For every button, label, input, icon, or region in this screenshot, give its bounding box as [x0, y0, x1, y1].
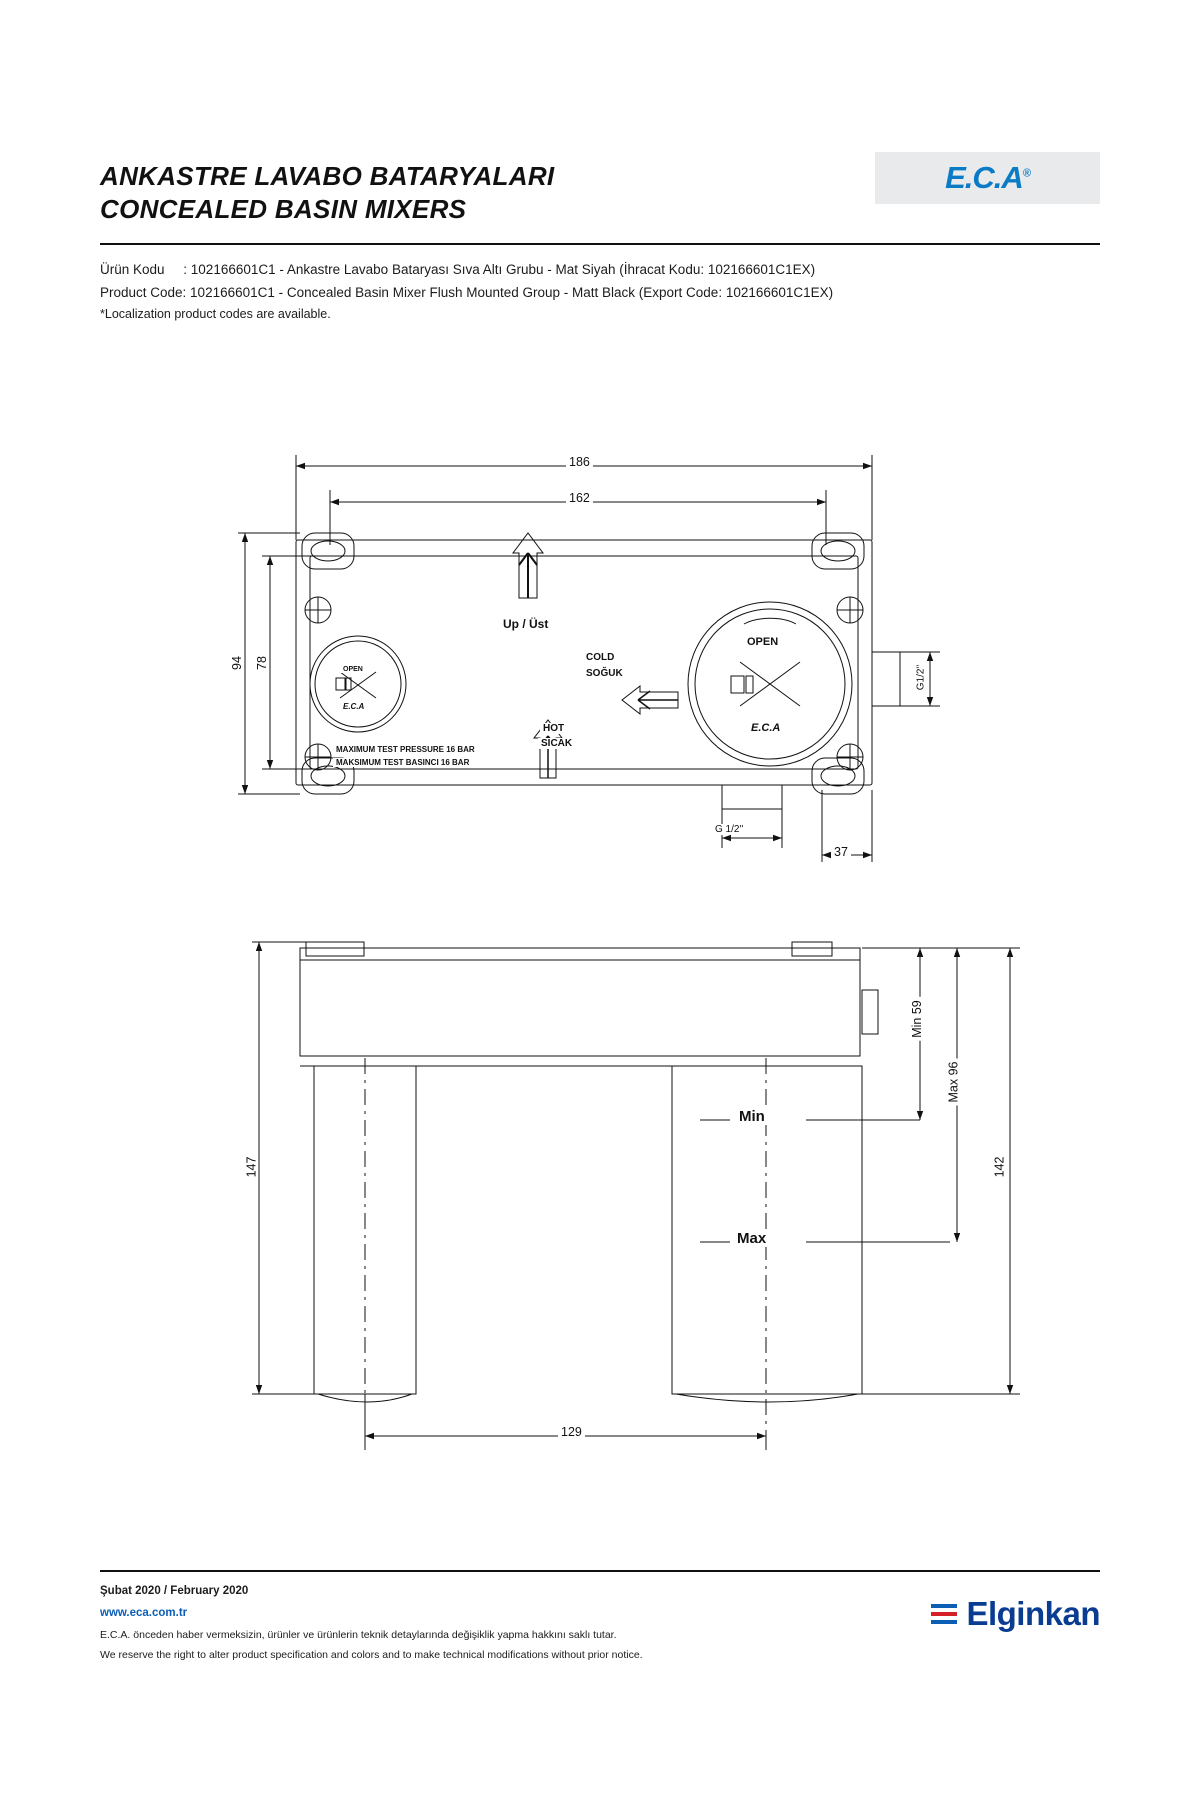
brand-mark-left: E.C.A — [340, 702, 367, 711]
eca-logo — [875, 152, 1100, 204]
page-title-en: CONCEALED BASIN MIXERS — [100, 194, 467, 225]
page-title-tr: ANKASTRE LAVABO BATARYALARI — [100, 161, 555, 191]
footer-date: Şubat 2020 / February 2020 — [100, 1585, 249, 1597]
label-max: Max — [734, 1230, 769, 1247]
dim-186: 186 — [566, 455, 593, 469]
footer-website[interactable]: www.eca.com.tr — [100, 1607, 188, 1620]
dim-94: 94 — [230, 653, 244, 673]
dim-162: 162 — [566, 491, 593, 505]
open-label-left: OPEN — [340, 666, 366, 673]
dim-37: 37 — [831, 845, 851, 859]
label-sicak: SICAK — [538, 738, 575, 749]
header-divider — [100, 243, 1100, 245]
elginkan-bars-icon — [931, 1604, 957, 1624]
thread-bottom-g12: G 1/2'' — [712, 824, 746, 835]
dim-78: 78 — [255, 653, 269, 673]
max-test-pressure-en: MAXIMUM TEST PRESSURE 16 BAR — [333, 745, 478, 754]
dim-142: 142 — [992, 1154, 1006, 1181]
label-cold: COLD — [583, 652, 617, 663]
footer-divider — [100, 1570, 1100, 1572]
label-min: Min — [736, 1108, 768, 1125]
dim-147: 147 — [244, 1154, 258, 1181]
thread-right-g12: G1/2'' — [915, 662, 926, 694]
brand-mark-right: E.C.A — [748, 722, 783, 734]
elginkan-wordmark: Elginkan — [966, 1595, 1100, 1632]
product-code-tr: Ürün Kodu : 102166601C1 - Ankastre Lavabo Bataryası Sıva Altı Grubu - Mat Siyah (İhracat Kodu: 102166601C1EX) — [100, 262, 816, 277]
label-soguk: SOĞUK — [583, 668, 626, 679]
dim-max-96: Max 96 — [947, 1059, 961, 1106]
registered-mark: ® — [1022, 167, 1030, 180]
product-code-note: *Localization product codes are available. — [100, 307, 331, 322]
label-hot: HOT — [540, 723, 567, 734]
footer-disclaimer-tr: E.C.A. önceden haber vermeksizin, ürünler ve ürünlerin teknik detaylarında değişiklik yapma hakkını saklı tutar. — [100, 1628, 617, 1641]
footer-disclaimer-en: We reserve the right to alter product specification and colors and to make technical modifications without prior notice. — [100, 1649, 643, 1662]
page-footer — [100, 1580, 920, 1666]
label-up: Up / Üst — [500, 617, 551, 631]
max-test-pressure-tr: MAKSIMUM TEST BASINCI 16 BAR — [333, 758, 472, 767]
product-code-en: Product Code: 102166601C1 - Concealed Basin Mixer Flush Mounted Group - Matt Black (Export Code: 102166601C1EX) — [100, 285, 834, 301]
elginkan-logo — [931, 1595, 1100, 1633]
dim-129: 129 — [558, 1425, 585, 1439]
product-code-block — [100, 258, 1110, 326]
eca-logo-text: E.C.A — [945, 160, 1023, 195]
dim-min-59: Min 59 — [910, 997, 924, 1041]
open-label-right: OPEN — [744, 636, 781, 648]
page-header — [100, 160, 1100, 227]
